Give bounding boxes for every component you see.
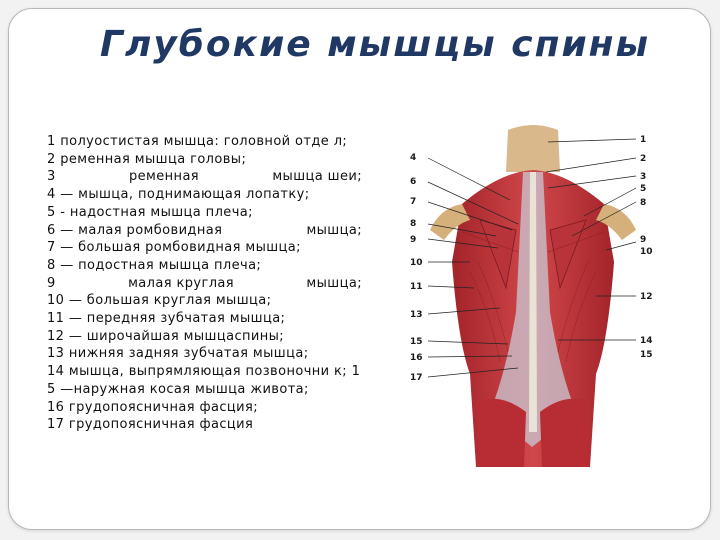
left-number-labels bbox=[410, 153, 423, 383]
legend-line-9-part: малая круглая bbox=[128, 275, 235, 291]
label-15-right: 15 bbox=[640, 350, 653, 360]
legend-line-13: 13 нижняя задняя зубчатая мышца; bbox=[47, 346, 309, 362]
label-8-right: 8 bbox=[640, 198, 647, 208]
label-11: 11 bbox=[410, 282, 423, 292]
label-13: 13 bbox=[410, 310, 423, 320]
label-1: 1 bbox=[640, 135, 647, 145]
label-7: 7 bbox=[410, 197, 417, 207]
label-8-left: 8 bbox=[410, 219, 417, 229]
skull-base-shape bbox=[506, 125, 560, 172]
label-14: 14 bbox=[640, 336, 653, 346]
legend-line-3-part: мышца шеи; bbox=[272, 169, 362, 185]
legend-line-7: 7 — большая ромбовидная мышца; bbox=[47, 240, 301, 256]
right-gluteal-shape bbox=[540, 399, 590, 467]
label-12: 12 bbox=[640, 292, 653, 302]
legend-line-6-part: мышца; bbox=[306, 222, 362, 238]
label-10-right: 10 bbox=[640, 247, 653, 257]
legend-line-10: 10 — большая круглая мышца; bbox=[47, 293, 272, 309]
slide-title: Глубокие мышцы спины bbox=[100, 24, 651, 65]
legend-line-12: 12 — широчайшая мышцаспины; bbox=[47, 328, 285, 344]
legend-line-9 bbox=[47, 275, 362, 293]
right-number-labels bbox=[640, 135, 653, 360]
back-muscles-illustration bbox=[400, 112, 670, 472]
legend-line-6-part: 6 — малая ромбовидная bbox=[47, 222, 223, 238]
legend-line-11: 11 — передняя зубчатая мышца; bbox=[47, 311, 286, 327]
legend-line-17: 17 грудопоясничная фасция bbox=[47, 417, 254, 433]
legend-line-3 bbox=[47, 168, 362, 186]
label-3: 3 bbox=[640, 172, 647, 182]
legend-line-2: 2 ременная мышца головы; bbox=[47, 151, 247, 167]
legend-line-14: 14 мышца, выпрямляющая позвоночни к; 15 —наружная косая мышца живота; bbox=[47, 364, 361, 397]
legend-line-3-part: ременная bbox=[128, 169, 200, 185]
legend-line-8: 8 — подостная мышца плеча; bbox=[47, 257, 262, 273]
label-5: 5 bbox=[640, 184, 647, 194]
legend-line-1: 1 полуостистая мышца: головной отде л; bbox=[47, 134, 348, 149]
label-10-left: 10 bbox=[410, 258, 423, 268]
muscle-legend bbox=[47, 133, 362, 434]
label-9-left: 9 bbox=[410, 235, 417, 245]
legend-line-5: 5 - надостная мышца плеча; bbox=[47, 204, 253, 220]
label-6: 6 bbox=[410, 177, 417, 187]
label-4: 4 bbox=[410, 153, 417, 163]
left-gluteal-shape bbox=[476, 399, 526, 467]
label-15-left: 15 bbox=[410, 337, 423, 347]
label-16: 16 bbox=[410, 353, 423, 363]
spine-shape bbox=[529, 172, 537, 432]
legend-line-4: 4 — мышца, поднимающая лопатку; bbox=[47, 187, 310, 203]
legend-line-16: 16 грудопоясничная фасция; bbox=[47, 399, 258, 415]
legend-line-9-part: мышца; bbox=[306, 275, 362, 291]
legend-line-3-part: 3 bbox=[47, 169, 56, 185]
legend-line-6 bbox=[47, 222, 362, 240]
label-2: 2 bbox=[640, 154, 647, 164]
label-9-right: 9 bbox=[640, 235, 647, 245]
label-17: 17 bbox=[410, 373, 423, 383]
anatomy-figure bbox=[400, 112, 670, 472]
legend-line-9-part: 9 bbox=[47, 275, 56, 291]
